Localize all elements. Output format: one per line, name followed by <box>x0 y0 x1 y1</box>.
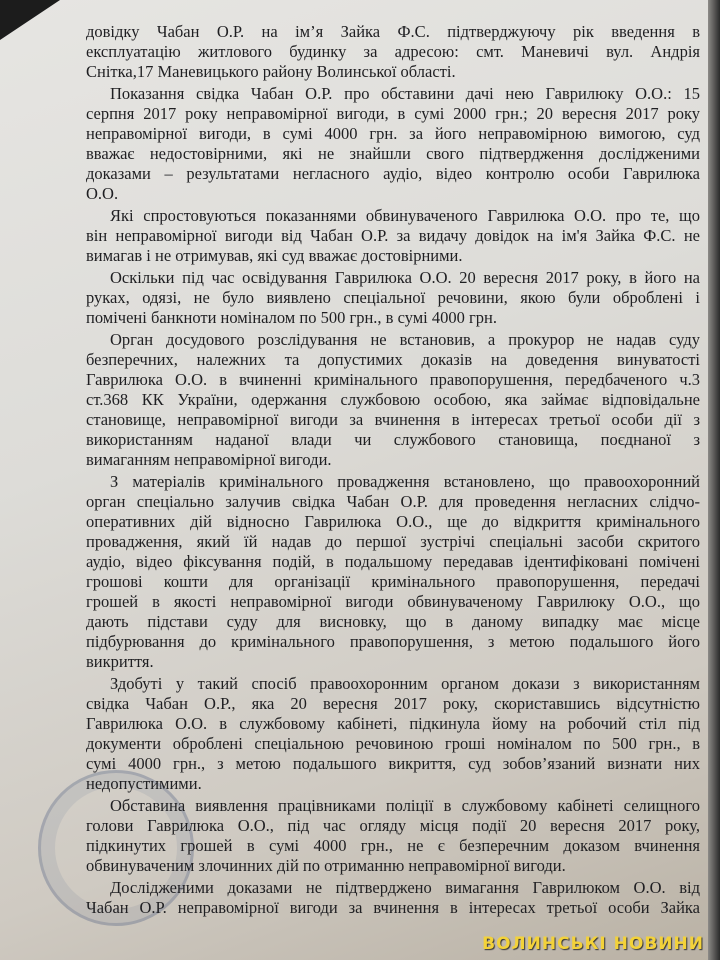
text-line: Чабан О.Р. неправомірної вигоди за вчинення в інтересах третьої особи Зайка <box>86 898 700 917</box>
text-line: оперативних дій відносно Гаврилюка О.О., ще до відкриття кримінального <box>86 512 700 531</box>
text-line: провадження, який їй надав до першої зустрічі спеціальні засоби скритого <box>86 532 700 551</box>
document-page <box>86 22 700 920</box>
text-line: він неправомірної вигоди від Чабан О.Р. за видачу довідок на ім'я Зайка Ф.С. не <box>86 226 700 245</box>
text-line: руках, одязі, не було виявлено спеціальної речовини, якою були оброблені і <box>86 288 700 307</box>
text-line: недопустимими. <box>86 774 202 793</box>
text-line: Оскільки під час освідування Гаврилюка О.О. 20 вересня 2017 року, в його на <box>110 268 700 287</box>
text-line: З матеріалів кримінального провадження встановлено, що правоохоронний <box>110 472 700 491</box>
text-line: неправомірної вигоди, в сумі 4000 грн. за його неправомірною вимогою, суд <box>86 124 700 143</box>
paragraph <box>86 22 700 82</box>
text-line: становище, неправомірної вигоди за вчинення в інтересах третьої особи дії з <box>86 410 700 429</box>
text-line: Орган досудового розслідування не встановив, а прокурор не надав суду <box>110 330 700 349</box>
watermark-logo: ВОЛИНСЬКІ НОВИНИ <box>482 934 704 954</box>
paragraph <box>86 330 700 470</box>
paragraph <box>86 796 700 876</box>
text-line: сумі 4000 грн., з метою подальшого викриття, суд зобов’язаний визнати них <box>86 754 700 773</box>
text-line: документи оброблені спеціальною речовиною гроші номіналом по 500 грн., в <box>86 734 700 753</box>
text-line: О.О. <box>86 184 119 203</box>
text-line: грошові кошти для організації кримінального правопорушення, передачі <box>86 572 700 591</box>
text-line: Які спростовуються показаннями обвинуваченого Гаврилюка О.О. про те, що <box>110 206 700 225</box>
paragraph <box>86 674 700 794</box>
paragraph <box>86 84 700 204</box>
text-line: використанням наданої влади чи службового становища, поєднаної з <box>86 430 700 449</box>
text-line: свідка Чабан О.Р., яка 20 вересня 2017 року, скориставшись відсутністю <box>86 694 700 713</box>
text-line: помічені банкноти номіналом по 500 грн., в сумі 4000 грн. <box>86 308 497 327</box>
text-line: підкинутих грошей в сумі 4000 грн., не є безперечним доказом вчинення <box>86 836 700 855</box>
paragraph <box>86 472 700 672</box>
text-line: Гаврилюка О.О. в службовому кабінеті, підкинула йому на робочий стіл під <box>86 714 700 733</box>
text-line: вважає недостовірними, які не знайшли свого підтвердження дослідженими <box>86 144 700 163</box>
text-line: доказами – результатами негласного аудіо, відео контролю особи Гаврилюка <box>86 164 700 183</box>
text-line: безперечних, належних та допустимих доказів на доведення винуватості <box>86 350 700 369</box>
paragraph <box>86 206 700 266</box>
text-line: обвинуваченим злочинних дій по отриманню неправомірної вигоди. <box>86 856 566 875</box>
paragraph <box>86 878 700 918</box>
text-line: серпня 2017 року неправомірної вигоди, в сумі 2000 грн.; 20 вересня 2017 року <box>86 104 700 123</box>
text-line: грошей в якості неправомірної вигоди обвинуваченому Гаврилюку О.О., що <box>86 592 700 611</box>
text-line: голови Гаврилюка О.О., під час огляду місця події 20 вересня 2017 року, <box>86 816 700 835</box>
text-line: орган спеціально залучив свідка Чабан О.Р. для проведення негласних слідчо- <box>86 492 700 511</box>
text-line: експлуатацію житлового будинку за адресою: смт. Маневичі вул. Андрія <box>86 42 700 61</box>
text-line: Здобуті у такий спосіб правоохоронним органом докази з використанням <box>110 674 700 693</box>
text-line: Гаврилюка О.О. в вчиненні кримінального правопорушення, передбаченого ч.3 <box>86 370 700 389</box>
text-line: довідку Чабан О.Р. на ім’я Зайка Ф.С. підтверджуючу рік введення в <box>86 22 700 41</box>
text-line: Показання свідка Чабан О.Р. про обставини дачі нею Гаврилюку О.О.: 15 <box>110 84 700 103</box>
text-line: Обставина виявлення працівниками поліції в службовому кабінеті селищного <box>110 796 700 815</box>
text-line: підбурювання до кримінального правопорушення, з метою подальшого його <box>86 632 700 651</box>
text-line: Снітка,17 Маневицького району Волинської області. <box>86 62 456 81</box>
text-line: дають підстави суду для висновку, що в даному випадку має місце <box>86 612 700 631</box>
text-line: ст.368 КК України, одержання службовою особою, яка займає відповідальне <box>86 390 700 409</box>
text-line: вимаганням неправомірної вигоди. <box>86 450 332 469</box>
text-line: вимагав і не отримував, які суд вважає достовірними. <box>86 246 463 265</box>
text-line: викриття. <box>86 652 154 671</box>
text-line: Дослідженими доказами не підтверджено вимагання Гаврилюком О.О. від <box>110 878 700 897</box>
photo-background-corner <box>0 0 60 40</box>
text-line: аудіо, відео фіксування подій, в подальшому передавав ідентифіковані помічені <box>86 552 700 571</box>
photo-background-edge <box>708 0 720 960</box>
paragraph <box>86 268 700 328</box>
